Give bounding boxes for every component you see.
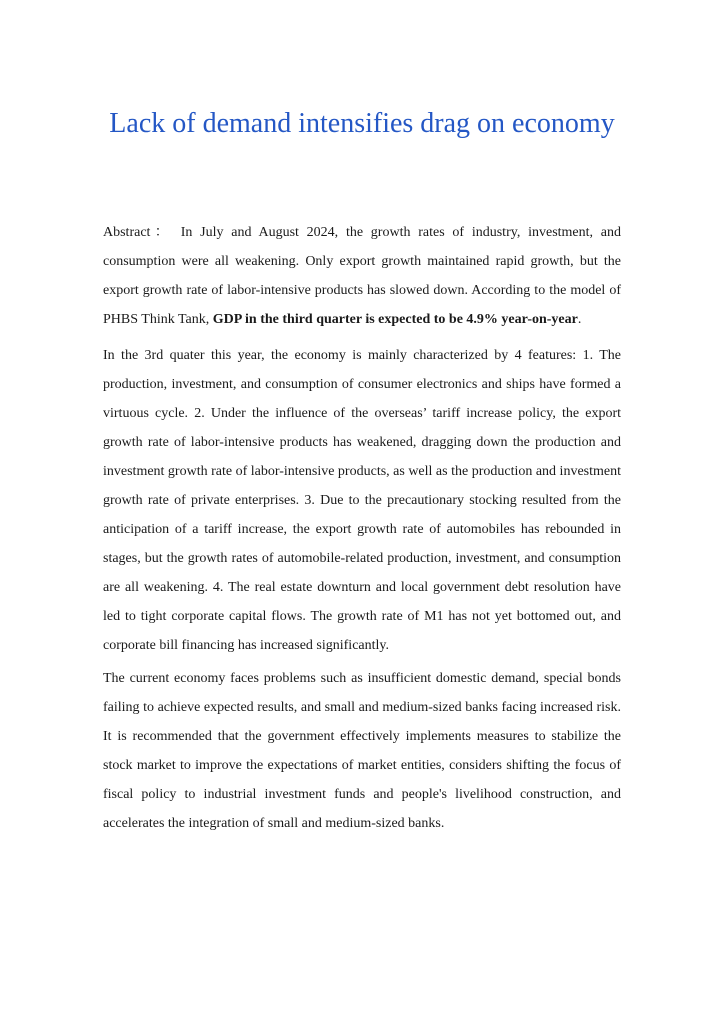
document-title: Lack of demand intensifies drag on economy [109, 108, 615, 139]
features-paragraph: In the 3rd quater this year, the economy is mainly characterized by 4 features: 1. The production, investment, and consumption of consumer electronics and ships have formed a virtuous cycle. 2. Under the influence of the overseas’ tariff increase policy, the export growth rate of labor-intensive products has weakened, dragging down the production and investment growth rate of labor-intensive products, as well as the production and investment growth rate of private enterprises. 3. Due to the precautionary stocking resulted from the anticipation of a tariff increase, the export growth rate of automobiles has rebounded in stages, but the growth rates of automobile-related production, investment, and consumption are all weakening. 4. The real estate downturn and local government debt resolution have led to tight corporate capital flows. The growth rate of M1 has not yet bottomed out, and corporate bill financing has increased significantly. [103, 348, 621, 653]
abstract-text: In July and August 2024, the growth rates of industry, investment, and consumption were all weakening. Only export growth maintained rapid growth, but the export growth rate of labor-intensive products has slowed down. According to the model of PHBS Think Tank, [103, 225, 622, 327]
abstract-gdp-forecast: GDP in the third quarter is expected to be 4.9% year-on-year [212, 312, 578, 327]
abstract-paragraph [103, 218, 621, 334]
abstract-end-punctuation: . [577, 312, 582, 327]
recommendations-paragraph: The current economy faces problems such as insufficient domestic demand, special bonds failing to achieve expected results, and small and medium-sized banks facing increased risk. It is recommended that the government effectively implements measures to stabilize the stock market to improve the expectations of market entities, considers shifting the focus of fiscal policy to industrial investment funds and people's livelihood construction, and accelerates the integration of small and medium-sized banks. [103, 671, 621, 831]
abstract-label: Abstract： [103, 225, 173, 240]
